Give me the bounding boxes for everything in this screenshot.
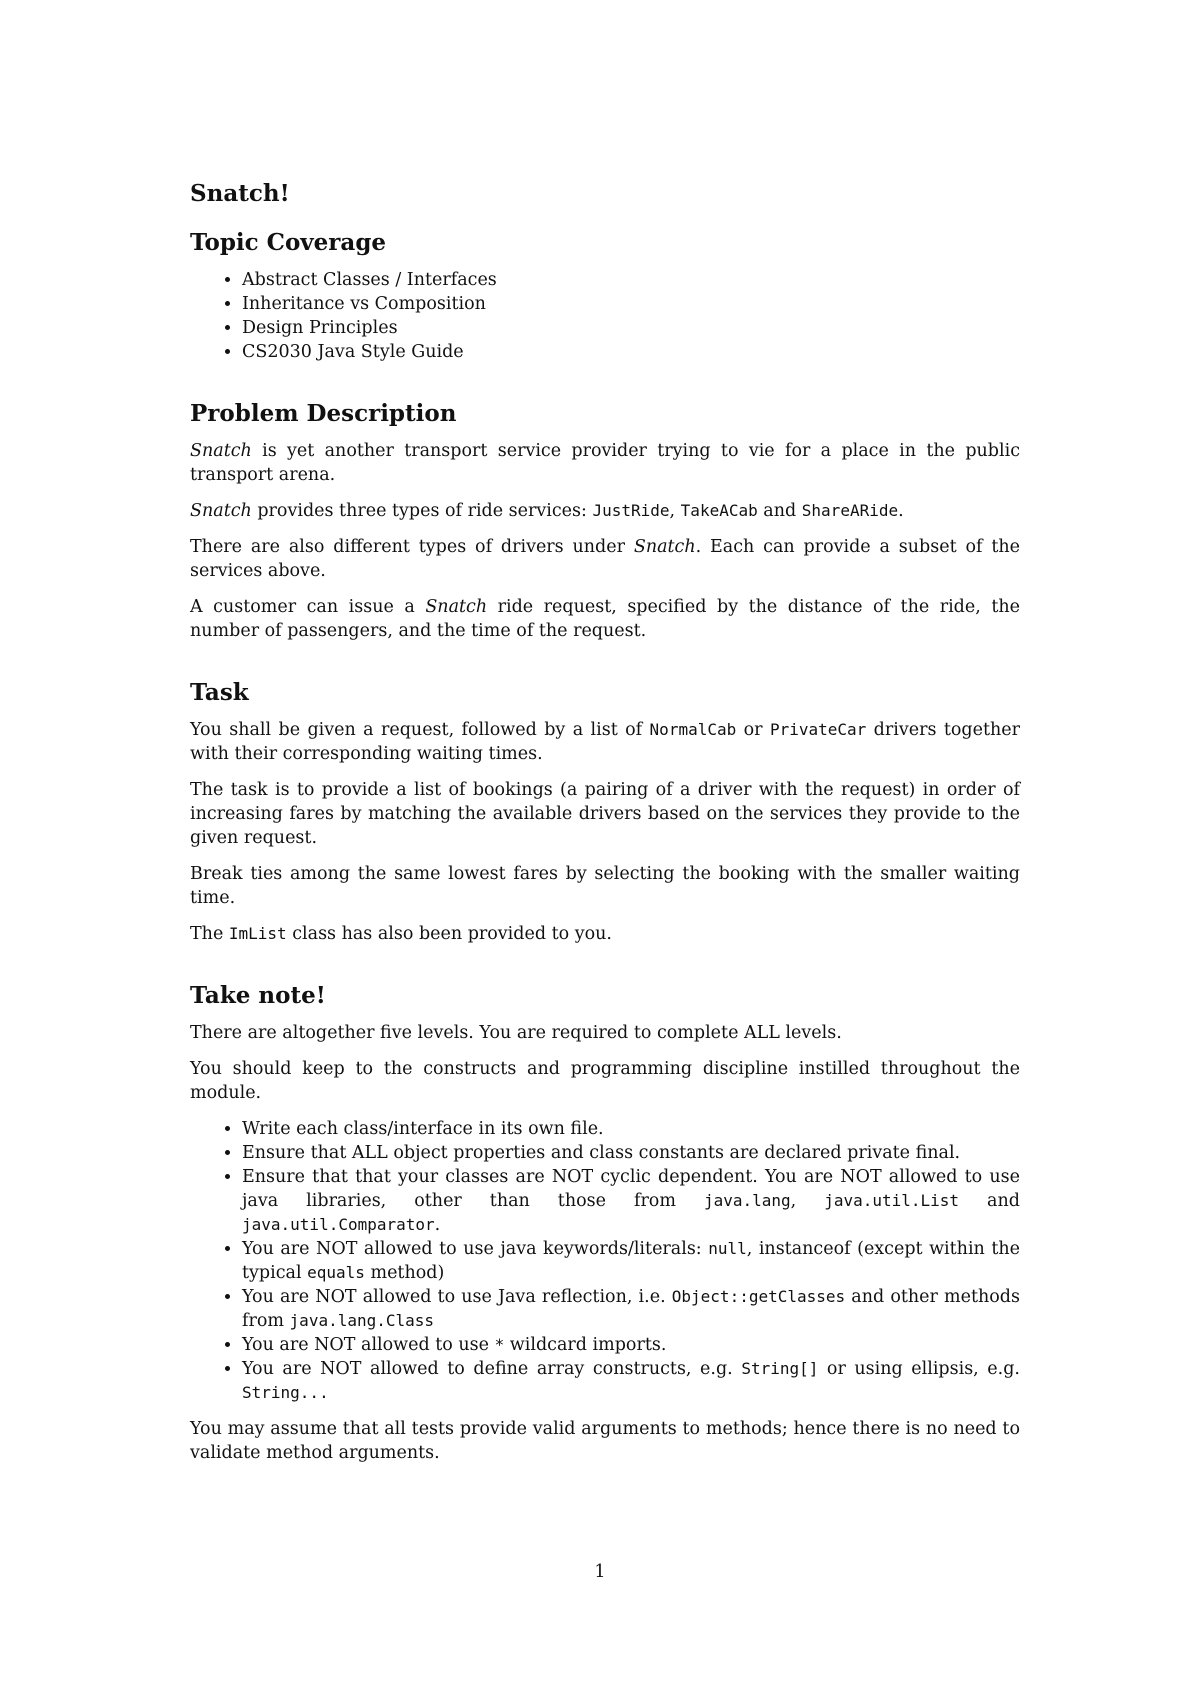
emphasis: Snatch <box>633 537 696 557</box>
text: or using ellipsis, e.g. <box>818 1359 1020 1379</box>
text: The <box>190 924 229 944</box>
text: and <box>959 1191 1020 1211</box>
rule-item <box>242 1237 1020 1285</box>
task-paragraph-2: The task is to provide a list of bookings (a pairing of a driver with the request) in order of increasing fares by matching the available drivers based on the services they provide to the given request. <box>190 780 1020 848</box>
rule-item: • Write each class/interface in its own file. <box>242 1117 1020 1141</box>
rules-list <box>190 1117 1020 1405</box>
code: java.util.Comparator <box>242 1215 435 1234</box>
text: You are NOT allowed to use Java reflection, i.e. <box>242 1287 672 1307</box>
code: String... <box>242 1383 329 1402</box>
text: or <box>736 720 770 740</box>
code: equals <box>307 1263 365 1282</box>
text: , instanceof (except within the typical <box>242 1239 1021 1283</box>
task-paragraph-4 <box>190 922 1020 946</box>
text: is yet another transport service provider trying to vie for a place in the public transport arena. <box>190 441 1020 485</box>
topic-list <box>190 268 1020 364</box>
code: java.lang <box>703 1191 791 1210</box>
topic-item: • Design Principles <box>242 316 1020 340</box>
code: null <box>708 1239 747 1258</box>
code: ImList <box>228 924 287 943</box>
code: java.lang.Class <box>289 1311 435 1330</box>
heading-task: Task <box>190 679 249 706</box>
text: A customer can issue a <box>190 597 426 617</box>
task-paragraph-1 <box>190 718 1020 766</box>
code: NormalCab <box>649 720 737 739</box>
code: Object::getClasses <box>671 1287 846 1306</box>
rule-item <box>242 1333 1020 1357</box>
task-paragraph-3: Break ties among the same lowest fares by selecting the booking with the smaller waiting time. <box>190 864 1020 908</box>
heading-problem-description: Problem Description <box>190 400 457 427</box>
code: ShareARide <box>801 501 899 520</box>
code: JustRide <box>592 501 670 520</box>
note-paragraph-1: There are altogether five levels. You are required to complete ALL levels. <box>190 1023 842 1043</box>
text: . <box>898 501 904 521</box>
text: , <box>790 1191 825 1211</box>
rule-item <box>242 1165 1020 1237</box>
problem-paragraph-4 <box>190 595 1020 643</box>
text: You are NOT allowed to define array constructs, e.g. <box>242 1359 742 1379</box>
document-body <box>190 180 1020 1477</box>
topic-item: • Abstract Classes / Interfaces <box>242 268 1020 292</box>
text: provides three types of ride services: <box>251 501 593 521</box>
document-title: Snatch! <box>190 180 290 207</box>
emphasis: Snatch <box>425 597 488 617</box>
text: wildcard imports. <box>504 1335 667 1355</box>
text: and <box>757 501 802 521</box>
rule-item: • Ensure that ALL object properties and class constants are declared private final. <box>242 1141 1020 1165</box>
code: * <box>494 1335 505 1354</box>
topic-item: • Inheritance vs Composition <box>242 292 1020 316</box>
code: TakeACab <box>680 501 758 520</box>
emphasis: Snatch <box>190 501 252 521</box>
rule-item <box>242 1357 1020 1405</box>
problem-paragraph-3 <box>190 535 1020 583</box>
text: Ensure that that your classes are NOT cyclic dependent. You are NOT allowed to use java libraries, other than those from <box>242 1167 1020 1211</box>
text: class has also been provided to you. <box>286 924 612 944</box>
note-paragraph-3: You may assume that all tests provide valid arguments to methods; hence there is no need to validate method arguments. <box>190 1419 1020 1463</box>
text: drivers together with their corresponding waiting times. <box>190 720 1020 764</box>
text: There are also different types of drivers under <box>190 537 634 557</box>
topic-item: • CS2030 Java Style Guide <box>242 340 1020 364</box>
note-paragraph-2: You should keep to the constructs and programming discipline instilled throughout the module. <box>190 1059 1020 1103</box>
text: You shall be given a request, followed by a list of <box>190 720 650 740</box>
text: method) <box>364 1263 445 1283</box>
text: , <box>669 501 681 521</box>
emphasis: Snatch <box>190 441 252 461</box>
code: String[] <box>741 1359 819 1378</box>
text: ride request, specified by the distance of the ride, the number of passengers, and the time of the request. <box>190 597 1020 641</box>
rule-item <box>242 1285 1020 1333</box>
problem-paragraph-1 <box>190 439 1020 487</box>
text: You are NOT allowed to use <box>242 1335 495 1355</box>
text: . <box>434 1215 441 1235</box>
text: and other methods from <box>242 1287 1020 1331</box>
page-number: 1 <box>594 1562 606 1582</box>
text: . Each can provide a subset of the services above. <box>190 537 1020 581</box>
code: java.util.List <box>824 1191 960 1210</box>
problem-paragraph-2 <box>190 499 1020 523</box>
heading-take-note: Take note! <box>190 982 326 1009</box>
code: PrivateCar <box>769 720 867 739</box>
text: You are NOT allowed to use java keywords/literals: <box>242 1239 709 1259</box>
heading-topic-coverage: Topic Coverage <box>190 229 387 256</box>
